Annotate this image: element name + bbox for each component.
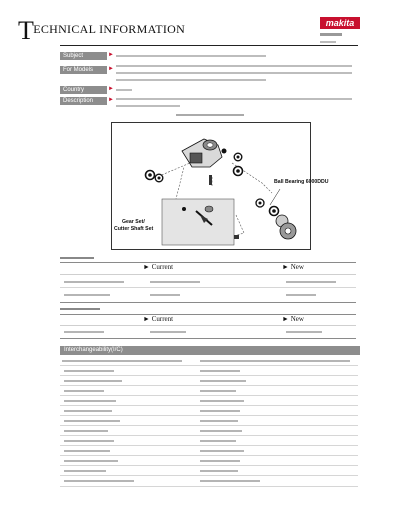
table-1-row-1-col-2 — [150, 281, 200, 283]
arrow-right-icon: ► — [108, 97, 114, 103]
ic-row-rule — [60, 465, 358, 466]
interchangeability-list — [60, 356, 360, 496]
ic-row-rule — [60, 405, 358, 406]
title-rest: ECHNICAL INFORMATION — [33, 22, 186, 36]
ic-row — [200, 410, 240, 412]
table-2-new-label: New — [290, 315, 304, 323]
ic-row — [200, 390, 236, 392]
ic-row — [64, 470, 106, 472]
ic-row — [64, 400, 116, 402]
table-2-current-header: ► Current — [143, 315, 174, 323]
table-2-row-1-col-2 — [150, 331, 186, 333]
subject-value — [116, 55, 266, 57]
table-2-bottom-rule — [60, 338, 356, 339]
models-line-3 — [116, 79, 266, 81]
ic-row-rule — [60, 415, 358, 416]
document-title — [18, 18, 185, 44]
ball-bearing-label: Ball Bearing 6000DDU — [274, 179, 329, 185]
ic-row-rule — [60, 365, 358, 366]
ic-row — [64, 450, 110, 452]
table-1-current-label: Current — [151, 263, 174, 271]
ic-row — [200, 480, 260, 482]
table-1-bottom-rule — [60, 302, 356, 303]
table-1-current-header: ► Current — [143, 263, 174, 271]
ic-row-rule — [60, 385, 358, 386]
table-1-heading — [60, 257, 94, 259]
ic-row-rule — [60, 395, 358, 396]
ic-row — [200, 430, 242, 432]
doc-date — [320, 41, 336, 43]
table-2-row-1-col-1 — [64, 331, 104, 333]
country-value — [116, 89, 132, 91]
ic-row — [64, 480, 134, 482]
country-label: Country — [60, 86, 107, 94]
table-1-row-1-col-1 — [64, 281, 124, 283]
ic-row — [64, 460, 118, 462]
ic-row-rule — [60, 435, 358, 436]
ic-row — [200, 470, 238, 472]
arrow-right-icon: ► — [108, 86, 114, 92]
ic-row — [64, 390, 104, 392]
description-label: Description — [60, 97, 107, 105]
models-label: For Models — [60, 66, 107, 74]
figure-caption — [176, 114, 244, 116]
table-2-heading — [60, 308, 100, 310]
arrow-right-icon: ► — [108, 66, 114, 72]
subject-label: Subject — [60, 52, 107, 60]
ic-row-rule — [60, 425, 358, 426]
models-line-1 — [116, 65, 352, 67]
ic-row-rule — [60, 375, 358, 376]
table-2-row-1-col-3 — [286, 331, 322, 333]
table-1-new-label: New — [290, 263, 304, 271]
ic-row — [200, 380, 246, 382]
ic-row — [200, 460, 240, 462]
ic-row-rule — [60, 475, 358, 476]
ic-row-rule — [60, 445, 358, 446]
ic-row — [200, 400, 244, 402]
table-2-current-label: Current — [151, 315, 174, 323]
arrow-right-icon: ► — [108, 52, 114, 58]
gear-set-label-2: Cutter Shaft Set — [114, 226, 154, 232]
doc-number — [320, 33, 342, 36]
ic-row — [200, 440, 236, 442]
ic-row — [64, 430, 108, 432]
ic-row — [200, 450, 244, 452]
makita-logo: makita — [320, 17, 360, 29]
table-1-row-1-col-3 — [286, 281, 336, 283]
description-line-1 — [116, 98, 352, 100]
interchangeability-title: Interchangeability(I/C) — [60, 346, 360, 355]
exploded-view-figure — [111, 122, 329, 250]
ic-row — [200, 360, 350, 362]
header-rule — [60, 45, 358, 46]
table-1-top-rule — [60, 262, 356, 263]
table-1-header-rule — [60, 274, 356, 275]
table-1-new-header: ► New — [282, 263, 304, 271]
title-initial: T — [18, 16, 35, 45]
ic-row-rule — [60, 486, 358, 487]
ic-row — [200, 370, 240, 372]
table-1-row-2-col-1 — [64, 294, 110, 296]
table-1-row-2-col-3 — [286, 294, 316, 296]
table-1-row-rule — [60, 287, 356, 288]
ic-row — [62, 360, 182, 362]
models-line-2 — [116, 72, 352, 74]
table-2-top-rule — [60, 314, 356, 315]
ic-row — [64, 380, 122, 382]
ic-row-rule — [60, 455, 358, 456]
ic-row — [64, 420, 120, 422]
ic-row — [64, 410, 112, 412]
ic-row — [64, 440, 114, 442]
table-2-new-header: ► New — [282, 315, 304, 323]
description-line-2 — [116, 105, 180, 107]
gear-set-label-1: Gear Set/ — [122, 219, 145, 225]
ic-row — [64, 370, 114, 372]
table-1-row-2-col-2 — [150, 294, 180, 296]
ic-row — [200, 420, 238, 422]
table-2-header-rule — [60, 325, 356, 326]
